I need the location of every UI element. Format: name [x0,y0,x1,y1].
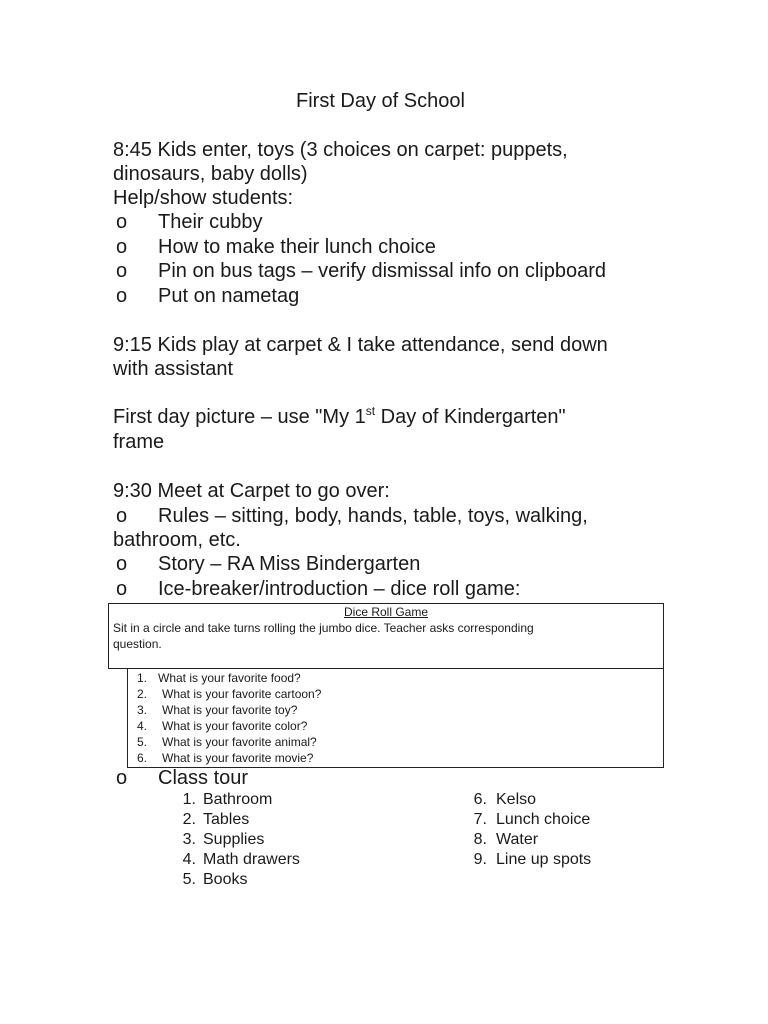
tour-item-number: 3. [182,831,196,848]
bullet-marker: o [116,211,128,233]
carpet-heading: 9:30 Meet at Carpet to go over: [113,480,390,502]
bullet-marker: o [116,285,128,307]
question-number: 3. [137,703,148,717]
question-number: 5. [137,735,148,749]
dice-game-box [108,603,664,669]
tour-item-text: Bathroom [203,791,273,808]
question-number: 4. [137,719,148,733]
tour-item-text: Supplies [203,831,265,848]
question-number: 6. [137,751,148,765]
bullet-marker: o [116,767,128,789]
question-number: 1. [137,671,148,685]
attendance-line-2: with assistant [113,358,234,380]
question-text: What is your favorite food? [158,671,301,685]
tour-item-text: Line up spots [496,851,592,868]
tour-item-number: 1. [182,791,196,808]
carpet-rules-continued: bathroom, etc. [113,529,241,551]
bullet-marker: o [116,260,128,282]
picture-text-suffix: Day of Kindergarten" [375,406,566,428]
tour-item-text: Tables [203,811,250,828]
arrival-line-1: 8:45 Kids enter, toys (3 choices on carpet: puppets, [113,139,568,161]
arrival-bullet-2: How to make their lunch choice [158,236,436,258]
picture-text-prefix: First day picture – use "My 1 [113,406,366,428]
tour-item-number: 5. [182,871,196,888]
dice-game-description-line-1: Sit in a circle and take turns rolling the jumbo dice. Teacher asks corresponding [113,621,534,635]
tour-item-number: 2. [182,811,196,828]
dice-questions-box [127,668,664,768]
question-text: What is your favorite color? [162,719,308,733]
carpet-rules: Rules – sitting, body, hands, table, toys, walking, [158,505,588,527]
class-tour-label: Class tour [158,767,249,789]
dice-game-description-line-2: question. [113,637,162,651]
arrival-bullet-4: Put on nametag [158,285,300,307]
tour-item-text: Water [496,831,539,848]
carpet-icebreaker: Ice-breaker/introduction – dice roll game: [158,578,521,600]
carpet-story: Story – RA Miss Bindergarten [158,553,421,575]
tour-item-text: Kelso [496,791,537,808]
tour-item-number: 8. [473,831,487,848]
tour-item-text: Lunch choice [496,811,591,828]
arrival-bullet-1: Their cubby [158,211,263,233]
arrival-line-2: dinosaurs, baby dolls) [113,163,308,185]
tour-item-text: Books [203,871,248,888]
picture-superscript: st [365,404,376,418]
question-text: What is your favorite toy? [162,703,298,717]
picture-line-1 [113,406,566,428]
bullet-marker: o [116,505,128,527]
tour-item-number: 7. [473,811,487,828]
tour-item-number: 4. [182,851,196,868]
bullet-marker: o [116,236,128,258]
question-text: What is your favorite animal? [162,735,317,749]
question-number: 2. [137,687,148,701]
question-text: What is your favorite movie? [162,751,314,765]
picture-line-2: frame [113,431,165,453]
arrival-line-3: Help/show students: [113,187,294,209]
tour-item-number: 6. [473,791,487,808]
arrival-bullet-3: Pin on bus tags – verify dismissal info on clipboard [158,260,607,282]
page-title: First Day of School [296,90,465,112]
tour-item-text: Math drawers [203,851,300,868]
bullet-marker: o [116,553,128,575]
bullet-marker: o [116,578,128,600]
tour-item-number: 9. [473,851,487,868]
question-text: What is your favorite cartoon? [162,687,322,701]
attendance-line-1: 9:15 Kids play at carpet & I take attendance, send down [113,334,608,356]
dice-game-title: Dice Roll Game [343,605,429,619]
